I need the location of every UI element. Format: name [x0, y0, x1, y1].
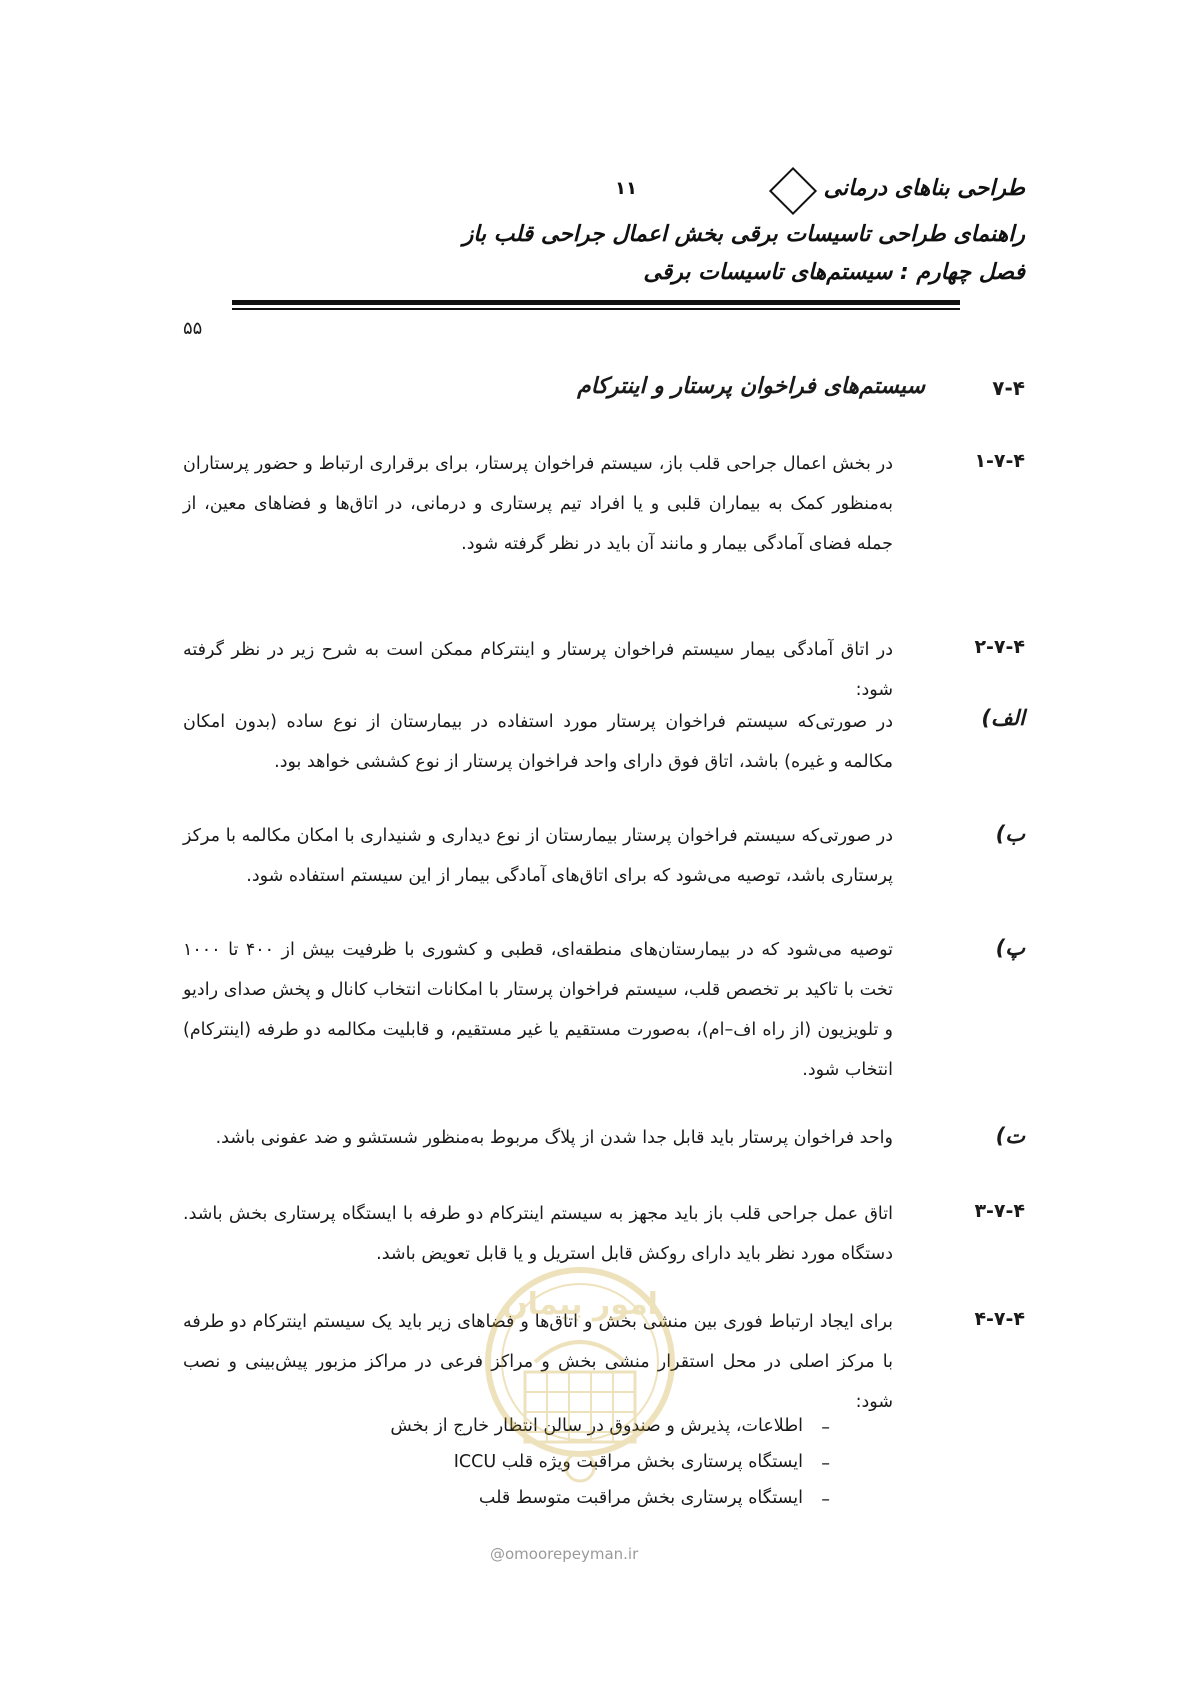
item-text: در بخش اعمال جراحی قلب باز، سیستم فراخوان پرستار، برای برقراری ارتباط و حضور پرستاران به‌منظور کمک به بیماران قلبی و یا افراد تیم پرستاری و درمانی، در اتاق‌ها و فضاهای معین، از جمله فضای آمادگی بیمار و مانند آن باید در نظر گرفته شود. [183, 454, 893, 554]
page-number: ۵۵ [183, 318, 203, 339]
header-line-1 [614, 168, 1025, 210]
chapter-badge-number: ۱۱ [614, 178, 637, 199]
header-title: طراحی بناهای درمانی [823, 176, 1025, 201]
watermark-logo [480, 1252, 680, 1522]
chapter-badge [614, 168, 812, 210]
header-chapter: فصل چهارم : سیستم‌های تاسیسات برقی [643, 260, 1025, 285]
watermark-url: @omoorepeyman.ir [490, 1545, 639, 1563]
diamond-icon [769, 167, 817, 215]
subitem-letter: ب) [995, 822, 1025, 846]
item-number: ۱-۷-۴ [974, 450, 1025, 472]
header-rule-thick [232, 300, 960, 305]
item-text: برای ایجاد ارتباط فوری بین منشی بخش و اتاق‌ها و فضاهای زیر باید یک سیستم اینترکام دو طرفه با مرکز اصلی در محل استقرار منشی بخش و مراکز فرعی در مراکز مزبور پیش‌بینی و نصب شود: [183, 1312, 893, 1412]
header-subtitle: راهنمای طراحی تاسیسات برقی بخش اعمال جراحی قلب باز [462, 222, 1025, 247]
item-number: ۳-۷-۴ [974, 1200, 1025, 1222]
item-number: ۲-۷-۴ [974, 636, 1025, 658]
watermark-logo-text: امور پیمان [502, 1287, 658, 1322]
list-item: ایستگاه پرستاری بخش مراقبت ویژه قلب ICCU [453, 1452, 803, 1472]
section-number: ۷-۴ [992, 376, 1025, 400]
bullet-mark: – [821, 1454, 830, 1474]
list-item: ایستگاه پرستاری بخش مراقبت متوسط قلب [478, 1488, 803, 1508]
subitem-text: واحد فراخوان پرستار باید قابل جدا شدن از پلاگ مربوط به‌منظور شستشو و ضد عفونی باشد. [215, 1128, 893, 1148]
section-title: سیستم‌های فراخوان پرستار و اینترکام [577, 374, 925, 399]
subitem-letter: الف) [981, 706, 1025, 730]
list-item: اطلاعات، پذیرش و صندوق در سالن انتظار خارج از بخش [390, 1416, 803, 1436]
item-text: اتاق عمل جراحی قلب باز باید مجهز به سیستم اینترکام دو طرفه با ایستگاه پرستاری بخش باشد. دستگاه مورد نظر باید دارای روکش قابل استریل و یا قابل تعویض باشد. [183, 1204, 893, 1264]
subitem-text: در صورتی‌که سیستم فراخوان پرستار مورد استفاده در بیمارستان از نوع ساده (بدون امکان مکالمه و غیره) باشد، اتاق فوق دارای واحد فراخوان پرستار از نوع کششی خواهد بود. [183, 712, 893, 772]
subitem-letter: پ) [995, 936, 1025, 960]
item-text: در اتاق آمادگی بیمار سیستم فراخوان پرستار و اینترکام ممکن است به شرح زیر در نظر گرفته شود: [183, 640, 893, 700]
subitem-letter: ت) [995, 1124, 1025, 1148]
subitem-text: توصیه می‌شود که در بیمارستان‌های منطقه‌ای، قطبی و کشوری با ظرفیت بیش از ۴۰۰ تا ۱۰۰۰ تخت با تاکید بر تخصص قلب، سیستم فراخوان پرستار با امکانات انتخاب کانال و پخش صدای رادیو و تلویزیون (از راه اف–ام)، به‌صورت مستقیم یا غیر مستقیم، و قابلیت مکالمه دو طرفه (اینترکام) انتخاب شود. [183, 940, 893, 1080]
subitem-text: در صورتی‌که سیستم فراخوان پرستار بیمارستان از نوع دیداری و شنیداری با امکان مکالمه با مرکز پرستاری باشد، توصیه می‌شود که برای اتاق‌های آمادگی بیمار از این سیستم استفاده شود. [183, 826, 893, 886]
header-rule-thin [232, 308, 960, 310]
bullet-mark: – [821, 1490, 830, 1510]
bullet-mark: – [821, 1418, 830, 1438]
item-number: ۴-۷-۴ [974, 1308, 1025, 1330]
